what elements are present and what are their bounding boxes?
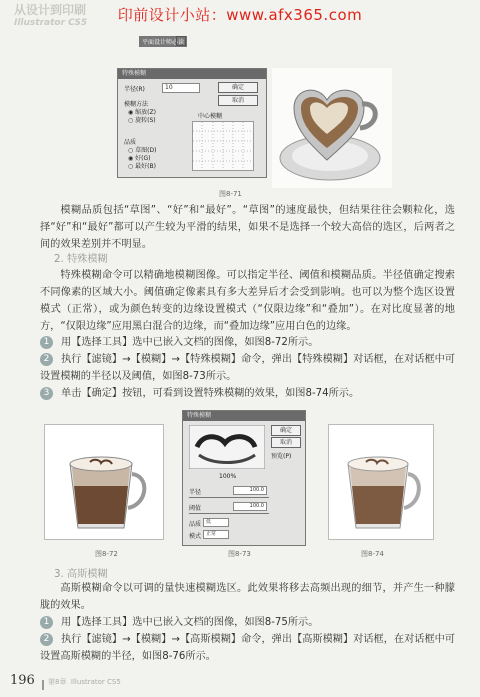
step-b1-text: 用【选择工具】选中已嵌入文档的图像，如图8-75所示。 bbox=[61, 617, 319, 628]
brand-line2: Illustrator CS5 bbox=[14, 18, 88, 28]
fig71-caption: 图8-71 bbox=[219, 190, 242, 198]
fig73-dialog-title: 特殊模糊 bbox=[183, 411, 305, 421]
fig74-coffee-cup-image bbox=[328, 424, 434, 540]
fig73-quality-select[interactable]: 低 bbox=[203, 518, 229, 527]
fig71-quality-draft[interactable]: ○ 草图(D) bbox=[128, 147, 157, 154]
fig71-dialog bbox=[117, 68, 267, 178]
fig73-dialog bbox=[182, 410, 306, 546]
brand-tag: 平面设计师必读 bbox=[139, 36, 187, 47]
fig71-ok-button[interactable]: 确定 bbox=[218, 82, 258, 93]
step-b1 bbox=[40, 614, 455, 631]
fig71-mode-spin[interactable]: ○ 旋转(S) bbox=[128, 117, 156, 124]
heading-special-blur: 2. 特殊模糊 bbox=[54, 254, 108, 265]
step-a2-text: 执行【滤镜】→【模糊】→【特殊模糊】命令，弹出【特殊模糊】对话框，在对话框中可设置模糊的半径以及阈值，如图8-73所示。 bbox=[40, 354, 456, 382]
fig71-radius-input[interactable]: 10 bbox=[162, 83, 200, 93]
step-a3-text: 单击【确定】按钮，可看到设置特殊模糊的效果，如图8-74所示。 bbox=[61, 388, 360, 399]
fig73-threshold-input[interactable]: 100.0 bbox=[233, 502, 267, 511]
fig71-mode-zoom[interactable]: ◉ 缩放(Z) bbox=[128, 109, 156, 116]
fig73-preview-checkbox[interactable]: 预览(P) bbox=[271, 453, 292, 460]
step-b2 bbox=[40, 631, 455, 665]
step-a2 bbox=[40, 351, 455, 385]
fig73-radius-input[interactable]: 100.0 bbox=[233, 486, 267, 495]
fig71-quality-label: 品质 bbox=[124, 139, 137, 146]
brand-square-icon bbox=[176, 36, 186, 46]
fig71-dialog-title: 特殊模糊 bbox=[118, 69, 266, 79]
fig73-preview-image bbox=[189, 425, 265, 469]
step-number-badge: 2 bbox=[40, 353, 53, 366]
fig71-heart-cup-image bbox=[272, 68, 392, 188]
step-number-badge: 2 bbox=[40, 633, 53, 646]
fig71-quality-best[interactable]: ○ 最好(B) bbox=[128, 163, 156, 170]
fig73-mode-select[interactable]: 正常 bbox=[203, 530, 229, 539]
fig71-center-label: 中心模糊 bbox=[198, 113, 223, 120]
fig73-mode-label: 模式 bbox=[189, 533, 202, 540]
step-a3 bbox=[40, 385, 455, 402]
paragraph-special-blur: 特殊模糊命令可以精确地模糊图像。可以指定半径、阈值和模糊品质。半径值确定搜索不同像素的区域大小。阈值确定像素具有多大差异后才会受到影响。也可以为整个选区设置模式（正常），或为颜色转变的边缘设置模式（“仅限边缘”和“叠加”）。在对比度显著的地方，“仅限边缘”应用黑白混合的边缘，而“叠加边缘”应用白色的边缘。 bbox=[40, 270, 455, 332]
fig74-caption: 图8-74 bbox=[361, 550, 384, 558]
heading-gaussian-blur: 3. 高斯模糊 bbox=[54, 569, 108, 580]
step-b2-text: 执行【滤镜】→【模糊】→【高斯模糊】命令，弹出【高斯模糊】对话框，在对话框中可设置高斯模糊的半径，如图8-76所示。 bbox=[40, 634, 456, 662]
fig71-center-grid[interactable] bbox=[192, 121, 254, 171]
page-number: 196 bbox=[10, 673, 35, 688]
footer-divider bbox=[42, 680, 44, 690]
fig73-threshold-label: 阈值 bbox=[189, 505, 202, 512]
paragraph-gaussian-blur: 高斯模糊命令以可调的量快速模糊选区。此效果将移去高频出现的细节，并产生一种朦胧的效果。 bbox=[40, 583, 455, 611]
fig73-cancel-button[interactable]: 取消 bbox=[271, 437, 301, 448]
fig73-zoom-level: 100% bbox=[219, 473, 237, 480]
footer-chapter: 第8章 Illustrator CS5 bbox=[48, 678, 121, 686]
fig73-ok-button[interactable]: 确定 bbox=[271, 425, 301, 436]
fig73-quality-label: 品质 bbox=[189, 521, 202, 528]
step-a1-text: 用【选择工具】选中已嵌入文档的图像，如图8-72所示。 bbox=[61, 337, 319, 348]
brand-logo bbox=[14, 4, 87, 30]
watermark-text: 印前设计小站：www.afx365.com bbox=[117, 6, 363, 24]
step-number-badge: 1 bbox=[40, 336, 53, 349]
step-number-badge: 3 bbox=[40, 387, 53, 400]
fig71-radius-label: 半径(R) bbox=[124, 86, 145, 93]
fig71-cancel-button[interactable]: 取消 bbox=[218, 95, 258, 106]
fig73-threshold-slider[interactable] bbox=[189, 513, 269, 514]
fig71-mode-label: 模糊方法 bbox=[124, 101, 149, 108]
fig73-radius-slider[interactable] bbox=[189, 497, 269, 498]
brand-line1: 从设计到印刷 bbox=[14, 3, 87, 17]
fig73-caption: 图8-73 bbox=[228, 550, 251, 558]
fig71-quality-good[interactable]: ◉ 好(G) bbox=[128, 155, 151, 162]
step-number-badge: 1 bbox=[40, 616, 53, 629]
fig72-caption: 图8-72 bbox=[95, 550, 118, 558]
fig72-coffee-cup-image bbox=[44, 424, 164, 540]
fig73-radius-label: 半径 bbox=[189, 489, 202, 496]
step-a1 bbox=[40, 334, 455, 351]
paragraph-quality: 模糊品质包括“草图”、“好”和“最好”。“草图”的速度最快，但结果往往会颗粒化，选择“好”和“最好”都可以产生较为平滑的结果，如果不是选择一个较大高倍的选区，后两者之间的效果差别并不明显。 bbox=[40, 205, 455, 250]
